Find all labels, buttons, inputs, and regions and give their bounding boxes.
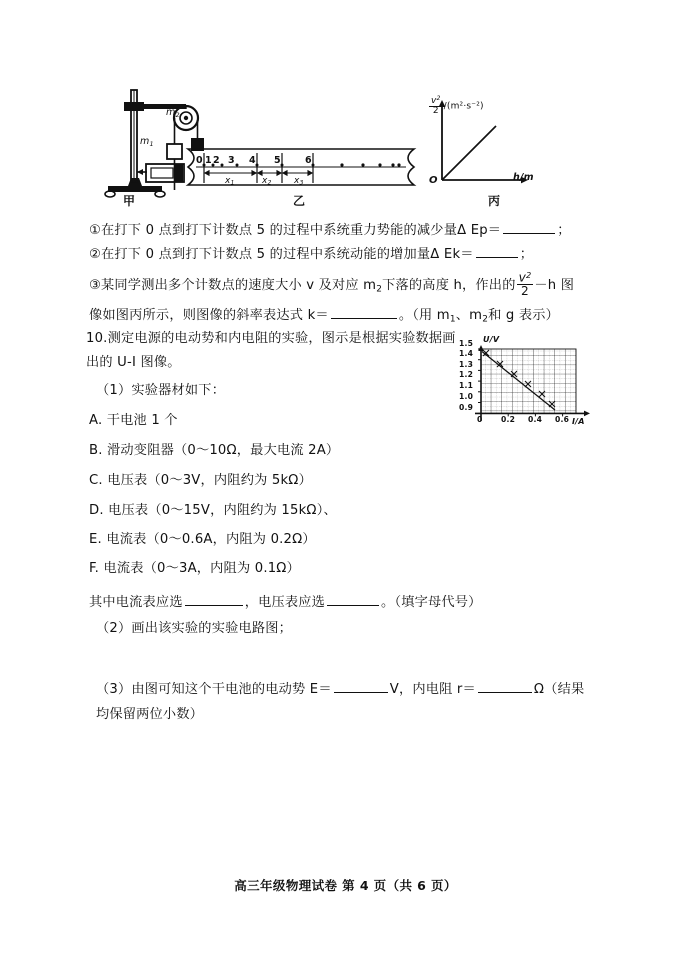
ui-chart-y-axis-label: U/V	[483, 335, 500, 344]
answer-blank[interactable]	[331, 304, 397, 319]
ui-xtick-2: 0.4	[528, 415, 543, 424]
tape-segment-x3: $x_3$	[294, 176, 304, 187]
answer-blank[interactable]	[476, 243, 518, 258]
page-footer: 高三年级物理试卷 第 4 页（共 6 页）	[234, 878, 457, 893]
tape-point-3: 3	[228, 155, 235, 166]
q9-item-3-line2: 像如图丙所示，则图像的斜率表达式 k＝ 。（用 $m_1$、$m_2$和 g 表示）	[89, 304, 559, 326]
q10-part3-line1: （3）由图可知这个干电池的电动势 E＝ V，内电阻 r＝ Ω（结果	[96, 678, 584, 698]
answer-blank[interactable]	[478, 678, 532, 693]
ui-ytick-4: 1.3	[459, 360, 474, 369]
ui-ytick-5: 1.4	[459, 349, 474, 358]
tape-point-5: 5	[274, 155, 281, 166]
u-i-chart	[459, 337, 599, 441]
fig-c-x-axis-label: h/m	[513, 172, 534, 183]
ui-ytick-2: 1.1	[459, 381, 474, 390]
ui-ytick-6: 1.5	[459, 339, 474, 348]
figure-label-yi: 乙	[293, 194, 306, 208]
tape-point-2: 2	[213, 155, 220, 166]
tape-segment-x2: $x_2$	[262, 176, 272, 187]
apparatus-m1-label: $m_1$	[140, 136, 154, 148]
ui-xtick-0: 0	[477, 415, 483, 424]
answer-blank[interactable]	[334, 678, 388, 693]
material-item-c: C. 电压表（0～3V，内阻约为 5kΩ）	[89, 473, 312, 488]
q10-meter-choice-line: 其中电流表应选 ，电压表应选 。（填字母代号）	[89, 591, 482, 611]
figure-label-bing: 丙	[488, 194, 501, 208]
apparatus-m2-label: $m_2$	[166, 107, 180, 119]
material-item-b: B. 滑动变阻器（0～10Ω，最大电流 2A）	[89, 443, 340, 458]
tape-point-6: 6	[305, 155, 312, 166]
q10-part3-line2: 均保留两位小数）	[96, 707, 204, 722]
ui-ytick-1: 1.0	[459, 392, 474, 401]
material-item-d: D. 电压表（0～15V，内阻约为 15kΩ）、	[89, 503, 337, 518]
tape-segment-x1: $x_1$	[225, 176, 235, 187]
answer-blank[interactable]	[503, 219, 555, 234]
material-item-a: A. 干电池 1 个	[89, 413, 178, 428]
answer-blank[interactable]	[185, 591, 243, 606]
q9-item-3-line1: ③某同学测出多个计数点的速度大小 v 及对应 $m_2$下落的高度 h，作出的 $\frac{v^2}{2}$ －h 图	[89, 270, 575, 299]
fig-c-y-axis-label: $\frac{v^2}{2}$ /(m²·s⁻²)	[431, 95, 484, 117]
material-item-f: F. 电流表（0～3A，内阻为 0.1Ω）	[89, 561, 300, 576]
tape-point-1: 1	[205, 155, 212, 166]
figure-label-jia: 甲	[123, 194, 136, 208]
ui-xtick-3: 0.6	[555, 415, 570, 424]
q10-stem-line1: 10.测定电源的电动势和内电阻的实验，图示是根据实验数据画	[86, 331, 456, 346]
fig-c-origin-label: O	[429, 175, 438, 186]
ui-xtick-1: 0.2	[501, 415, 516, 424]
q10-part1-label: （1）实验器材如下：	[96, 383, 226, 398]
ui-chart-x-axis-label: I/A	[572, 417, 585, 426]
tape-point-4: 4	[249, 155, 256, 166]
figures-row	[0, 0, 691, 215]
material-item-e: E. 电流表（0～0.6A，内阻为 0.2Ω）	[89, 532, 316, 547]
tape-point-0: 0	[196, 155, 203, 166]
q10-part2-label: （2）画出该实验的实验电路图；	[96, 621, 293, 636]
ui-ytick-0: 0.9	[459, 403, 474, 412]
answer-blank[interactable]	[327, 591, 379, 606]
q9-item-1: ①在打下 0 点到打下计数点 5 的过程中系统重力势能的减少量Δ Ep＝ ；	[89, 219, 571, 239]
q10-stem-line2: 出的 U-I 图像。	[86, 355, 181, 370]
ui-ytick-3: 1.2	[459, 370, 474, 379]
q9-item-2: ②在打下 0 点到打下计数点 5 的过程中系统动能的增加量Δ Ek＝ ；	[89, 243, 533, 263]
